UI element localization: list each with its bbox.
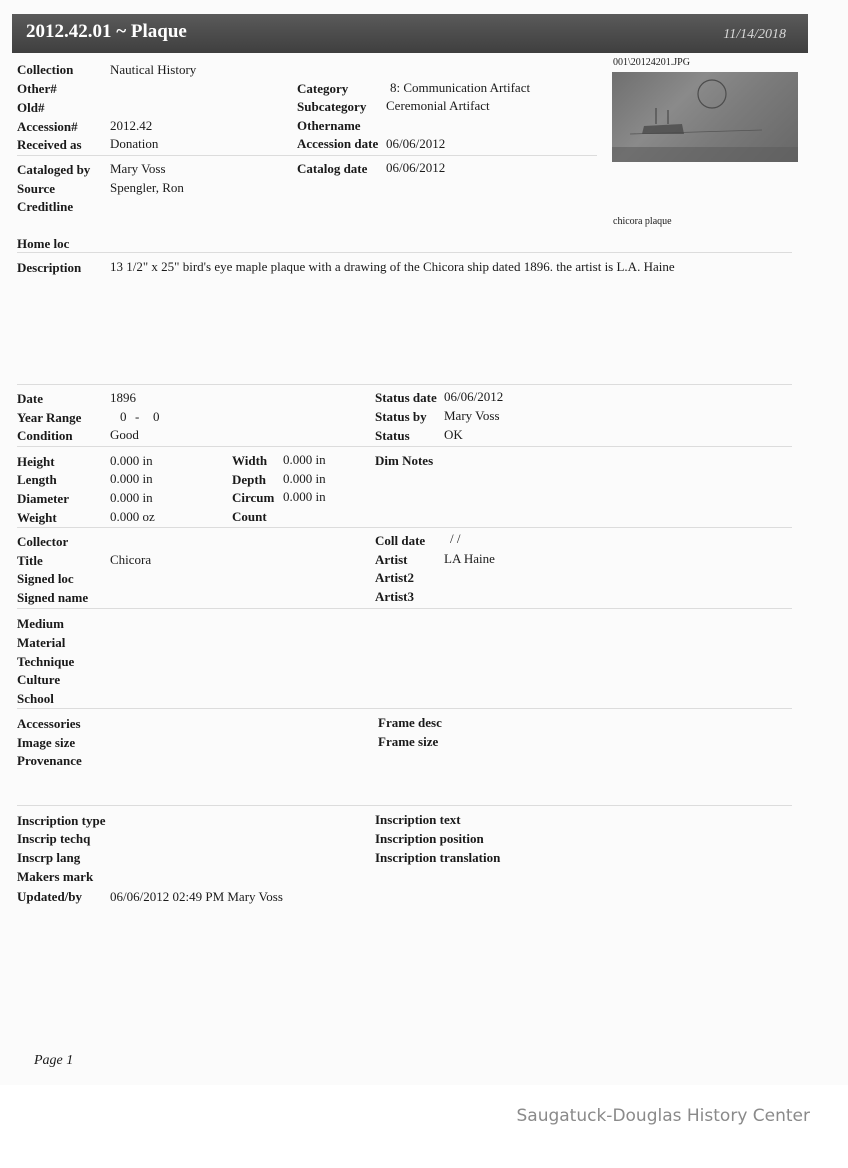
category-label: Category (297, 81, 349, 96)
inscription-text-label: Inscription text (375, 812, 461, 827)
accession-number-value: 2012.42 (110, 118, 153, 133)
accession-date-value: 06/06/2012 (386, 136, 446, 151)
medium-label: Medium (17, 616, 64, 631)
accession-date-label: Accession date (297, 136, 379, 151)
frame-size-label: Frame size (378, 734, 439, 749)
page-number: Page 1 (34, 1053, 74, 1068)
artist-value: LA Haine (444, 551, 495, 566)
accessories-label: Accessories (17, 716, 81, 731)
image-filename: 001\20124201.JPG (613, 57, 690, 68)
status-value: OK (444, 427, 463, 442)
other-number-label: Other# (17, 81, 57, 96)
inscription-translation-label: Inscription translation (375, 850, 501, 865)
depth-label: Depth (232, 472, 266, 487)
condition-label: Condition (17, 428, 73, 443)
record-header (12, 14, 808, 53)
status-date-value: 06/06/2012 (444, 389, 504, 404)
weight-label: Weight (17, 510, 57, 525)
ship-drawing-icon (612, 72, 798, 162)
culture-label: Culture (17, 672, 61, 687)
received-as-value: Donation (110, 136, 159, 151)
description-label: Description (17, 260, 82, 275)
provenance-label: Provenance (17, 753, 82, 768)
catalog-date-value: 06/06/2012 (386, 160, 446, 175)
status-by-label: Status by (375, 409, 427, 424)
bottom-strip (0, 1085, 848, 1168)
length-label: Length (17, 472, 57, 487)
date-value: 1896 (110, 390, 136, 405)
cataloged-by-label: Cataloged by (17, 162, 91, 177)
source-label: Source (17, 181, 56, 196)
collector-label: Collector (17, 534, 69, 549)
year-range-to: 0 (153, 409, 160, 424)
artist3-label: Artist3 (375, 589, 414, 604)
diameter-label: Diameter (17, 491, 69, 506)
title-value: Chicora (110, 552, 152, 567)
circum-label: Circum (232, 490, 275, 505)
technique-label: Technique (17, 654, 75, 669)
artist2-label: Artist2 (375, 570, 414, 585)
divider (17, 384, 792, 385)
material-label: Material (17, 635, 66, 650)
source-value: Spengler, Ron (110, 180, 184, 195)
description-value: 13 1/2" x 25" bird's eye maple plaque with a drawing of the Chicora ship dated 1896. the artist is L.A. Haine (110, 259, 675, 274)
image-caption: chicora plaque (613, 216, 672, 227)
print-date: 11/14/2018 (723, 27, 786, 42)
accession-number-label: Accession# (17, 119, 78, 134)
height-label: Height (17, 454, 55, 469)
updated-by-label: Updated/by (17, 889, 83, 904)
old-number-label: Old# (17, 100, 45, 115)
received-as-label: Received as (17, 137, 82, 152)
diameter-value: 0.000 in (110, 490, 153, 505)
year-range-separator: - (135, 409, 140, 424)
inscription-position-label: Inscription position (375, 831, 484, 846)
record-title: 2012.42.01 ~ Plaque (26, 21, 187, 42)
width-value: 0.000 in (283, 452, 326, 467)
watermark-text: Saugatuck-Douglas History Center (516, 1106, 810, 1126)
subcategory-label: Subcategory (297, 99, 367, 114)
depth-value: 0.000 in (283, 471, 326, 486)
collection-label: Collection (17, 62, 74, 77)
status-date-label: Status date (375, 390, 437, 405)
school-label: School (17, 691, 54, 706)
status-label: Status (375, 428, 410, 443)
inscrip-techq-label: Inscrip techq (17, 831, 91, 846)
catalog-date-label: Catalog date (297, 161, 368, 176)
count-label: Count (232, 509, 267, 524)
cataloged-by-value: Mary Voss (110, 161, 166, 176)
makers-mark-label: Makers mark (17, 869, 94, 884)
dim-notes-label: Dim Notes (375, 453, 434, 468)
artist-label: Artist (375, 552, 408, 567)
updated-by-value: 06/06/2012 02:49 PM Mary Voss (110, 889, 283, 904)
divider (17, 446, 792, 447)
inscrp-lang-label: Inscrp lang (17, 850, 81, 865)
subcategory-value: Ceremonial Artifact (386, 98, 490, 113)
condition-value: Good (110, 427, 139, 442)
frame-desc-label: Frame desc (378, 715, 442, 730)
image-size-label: Image size (17, 735, 76, 750)
object-photo[interactable] (612, 72, 798, 162)
divider (17, 527, 792, 528)
width-label: Width (232, 453, 268, 468)
divider (17, 608, 792, 609)
status-by-value: Mary Voss (444, 408, 500, 423)
divider (17, 805, 792, 806)
date-label: Date (17, 391, 43, 406)
year-range-from: 0 (120, 409, 127, 424)
signed-loc-label: Signed loc (17, 571, 74, 586)
category-value: 8: Communication Artifact (390, 80, 531, 95)
home-loc-label: Home loc (17, 236, 70, 251)
divider (17, 155, 597, 156)
title-label: Title (17, 553, 43, 568)
weight-value: 0.000 oz (110, 509, 155, 524)
inscription-type-label: Inscription type (17, 813, 106, 828)
circum-value: 0.000 in (283, 489, 326, 504)
length-value: 0.000 in (110, 471, 153, 486)
creditline-label: Creditline (17, 199, 74, 214)
signed-name-label: Signed name (17, 590, 89, 605)
coll-date-value: / / (450, 531, 461, 546)
year-range-label: Year Range (17, 410, 82, 425)
divider (17, 252, 792, 253)
height-value: 0.000 in (110, 453, 153, 468)
collection-value: Nautical History (110, 62, 197, 77)
coll-date-label: Coll date (375, 533, 426, 548)
othername-label: Othername (297, 118, 361, 133)
divider (17, 708, 792, 709)
